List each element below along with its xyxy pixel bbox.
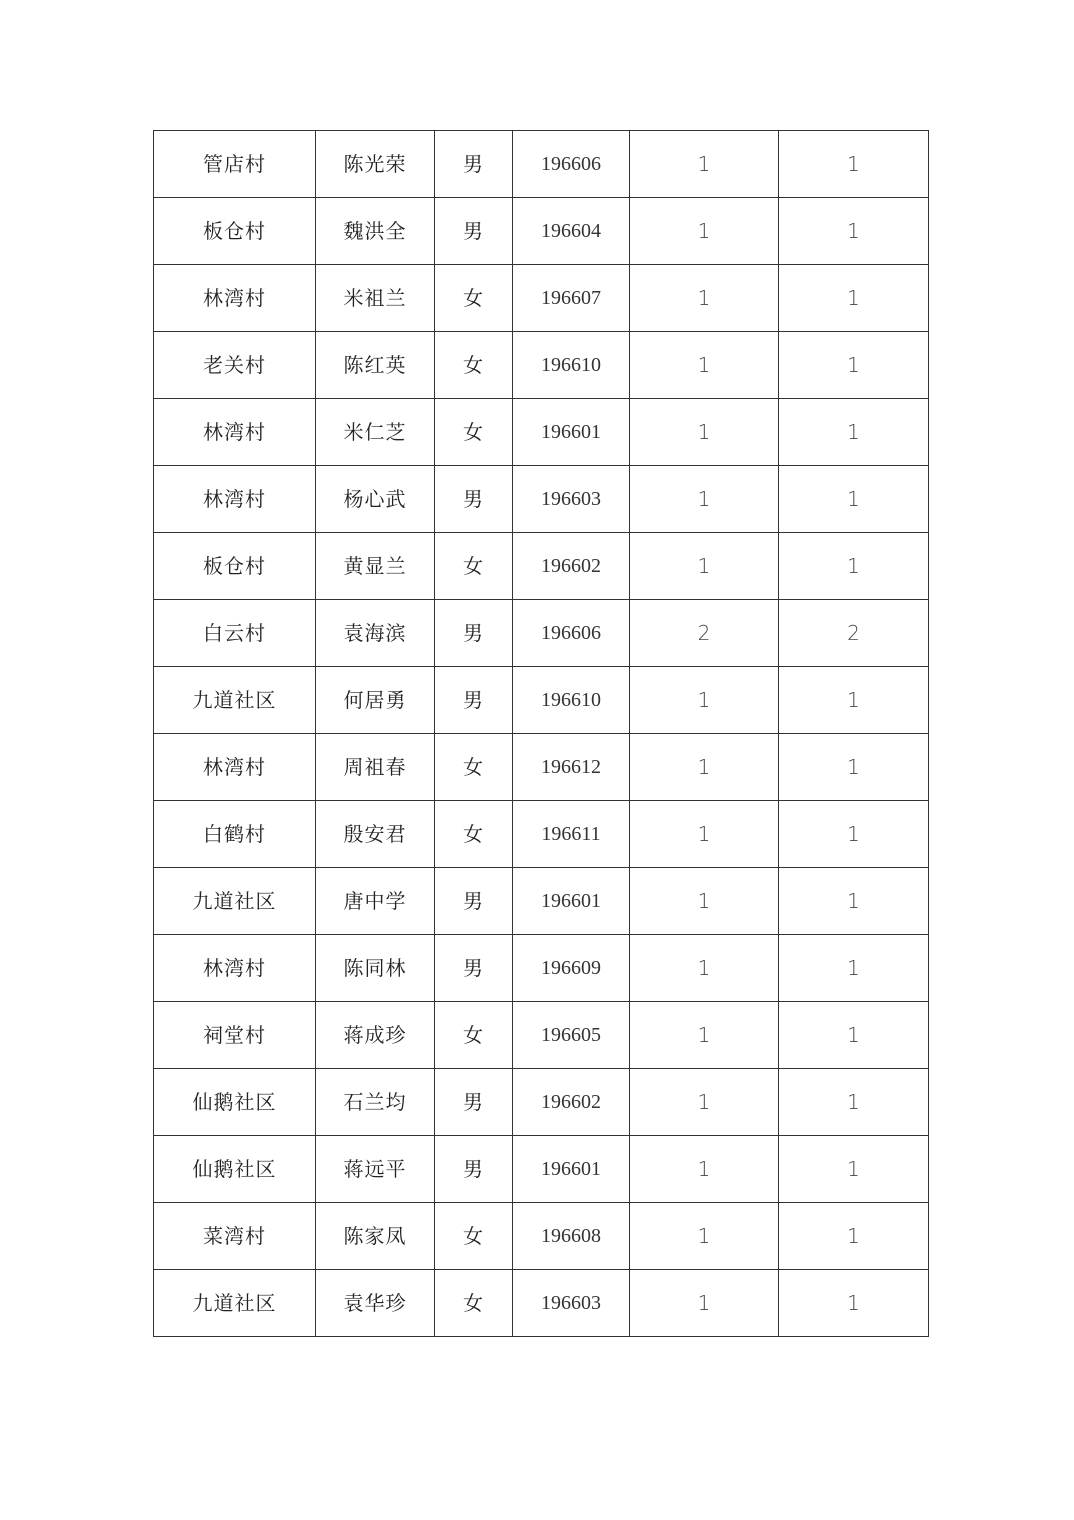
village-cell: 白云村: [154, 600, 316, 667]
count-cell: 1: [630, 265, 779, 332]
count-cell: 1: [779, 1136, 929, 1203]
date-cell: 196606: [513, 600, 630, 667]
name-cell: 何居勇: [316, 667, 435, 734]
count-cell: 1: [779, 265, 929, 332]
count-cell: 1: [630, 1002, 779, 1069]
count-cell: 1: [779, 734, 929, 801]
village-cell: 林湾村: [154, 265, 316, 332]
date-cell: 196604: [513, 198, 630, 265]
village-cell: 九道社区: [154, 667, 316, 734]
table-row: [154, 131, 929, 198]
village-cell: 林湾村: [154, 935, 316, 1002]
count-cell: 1: [630, 533, 779, 600]
village-cell: 仙鹅社区: [154, 1136, 316, 1203]
sex-cell: 女: [435, 734, 513, 801]
count-cell: 1: [630, 1136, 779, 1203]
count-cell: 1: [779, 1270, 929, 1337]
table-row: [154, 801, 929, 868]
village-cell: 祠堂村: [154, 1002, 316, 1069]
village-cell: 管店村: [154, 131, 316, 198]
sex-cell: 男: [435, 667, 513, 734]
village-cell: 九道社区: [154, 868, 316, 935]
count-cell: 1: [630, 332, 779, 399]
date-cell: 196603: [513, 1270, 630, 1337]
count-cell: 1: [630, 466, 779, 533]
table-row: [154, 667, 929, 734]
village-cell: 板仓村: [154, 533, 316, 600]
table-row: [154, 265, 929, 332]
table-row: [154, 868, 929, 935]
name-cell: 蒋远平: [316, 1136, 435, 1203]
name-cell: 周祖春: [316, 734, 435, 801]
date-cell: 196603: [513, 466, 630, 533]
name-cell: 杨心武: [316, 466, 435, 533]
date-cell: 196601: [513, 868, 630, 935]
name-cell: 陈光荣: [316, 131, 435, 198]
count-cell: 1: [630, 1270, 779, 1337]
sex-cell: 男: [435, 131, 513, 198]
name-cell: 袁华珍: [316, 1270, 435, 1337]
date-cell: 196612: [513, 734, 630, 801]
date-cell: 196601: [513, 1136, 630, 1203]
table-row: [154, 332, 929, 399]
sex-cell: 女: [435, 1270, 513, 1337]
village-cell: 板仓村: [154, 198, 316, 265]
count-cell: 1: [630, 935, 779, 1002]
count-cell: 1: [779, 198, 929, 265]
sex-cell: 女: [435, 265, 513, 332]
name-cell: 殷安君: [316, 801, 435, 868]
sex-cell: 男: [435, 935, 513, 1002]
village-cell: 菜湾村: [154, 1203, 316, 1270]
count-cell: 1: [630, 1203, 779, 1270]
count-cell: 1: [779, 466, 929, 533]
table-row: [154, 1002, 929, 1069]
table-row: [154, 466, 929, 533]
village-cell: 林湾村: [154, 734, 316, 801]
count-cell: 1: [630, 131, 779, 198]
count-cell: 1: [779, 1002, 929, 1069]
date-cell: 196609: [513, 935, 630, 1002]
table-row: [154, 734, 929, 801]
count-cell: 1: [630, 399, 779, 466]
count-cell: 1: [779, 1203, 929, 1270]
sex-cell: 女: [435, 533, 513, 600]
roster-table-body: [154, 131, 929, 1337]
sex-cell: 女: [435, 1002, 513, 1069]
date-cell: 196606: [513, 131, 630, 198]
table-row: [154, 1270, 929, 1337]
table-row: [154, 1203, 929, 1270]
date-cell: 196610: [513, 332, 630, 399]
count-cell: 1: [779, 332, 929, 399]
count-cell: 2: [630, 600, 779, 667]
name-cell: 陈家凤: [316, 1203, 435, 1270]
table-row: [154, 935, 929, 1002]
village-cell: 仙鹅社区: [154, 1069, 316, 1136]
date-cell: 196610: [513, 667, 630, 734]
village-cell: 九道社区: [154, 1270, 316, 1337]
date-cell: 196602: [513, 1069, 630, 1136]
count-cell: 1: [779, 935, 929, 1002]
date-cell: 196611: [513, 801, 630, 868]
table-row: [154, 533, 929, 600]
count-cell: 2: [779, 600, 929, 667]
table-row: [154, 198, 929, 265]
roster-table: [153, 130, 929, 1337]
count-cell: 1: [630, 1069, 779, 1136]
count-cell: 1: [779, 131, 929, 198]
name-cell: 袁海滨: [316, 600, 435, 667]
name-cell: 陈红英: [316, 332, 435, 399]
name-cell: 米仁芝: [316, 399, 435, 466]
sex-cell: 女: [435, 399, 513, 466]
village-cell: 林湾村: [154, 399, 316, 466]
name-cell: 陈同林: [316, 935, 435, 1002]
count-cell: 1: [630, 198, 779, 265]
count-cell: 1: [779, 667, 929, 734]
sex-cell: 女: [435, 332, 513, 399]
date-cell: 196607: [513, 265, 630, 332]
date-cell: 196602: [513, 533, 630, 600]
count-cell: 1: [779, 801, 929, 868]
village-cell: 林湾村: [154, 466, 316, 533]
name-cell: 黄显兰: [316, 533, 435, 600]
date-cell: 196608: [513, 1203, 630, 1270]
table-row: [154, 1136, 929, 1203]
count-cell: 1: [630, 801, 779, 868]
sex-cell: 女: [435, 801, 513, 868]
count-cell: 1: [630, 868, 779, 935]
count-cell: 1: [630, 734, 779, 801]
sex-cell: 男: [435, 198, 513, 265]
village-cell: 白鹤村: [154, 801, 316, 868]
count-cell: 1: [779, 399, 929, 466]
sex-cell: 男: [435, 466, 513, 533]
table-row: [154, 399, 929, 466]
name-cell: 唐中学: [316, 868, 435, 935]
count-cell: 1: [779, 533, 929, 600]
count-cell: 1: [779, 1069, 929, 1136]
name-cell: 石兰均: [316, 1069, 435, 1136]
sex-cell: 男: [435, 1069, 513, 1136]
name-cell: 魏洪全: [316, 198, 435, 265]
sex-cell: 女: [435, 1203, 513, 1270]
table-row: [154, 1069, 929, 1136]
count-cell: 1: [630, 667, 779, 734]
name-cell: 蒋成珍: [316, 1002, 435, 1069]
count-cell: 1: [779, 868, 929, 935]
date-cell: 196601: [513, 399, 630, 466]
sex-cell: 男: [435, 600, 513, 667]
table-row: [154, 600, 929, 667]
name-cell: 米祖兰: [316, 265, 435, 332]
date-cell: 196605: [513, 1002, 630, 1069]
sex-cell: 男: [435, 868, 513, 935]
sex-cell: 男: [435, 1136, 513, 1203]
village-cell: 老关村: [154, 332, 316, 399]
